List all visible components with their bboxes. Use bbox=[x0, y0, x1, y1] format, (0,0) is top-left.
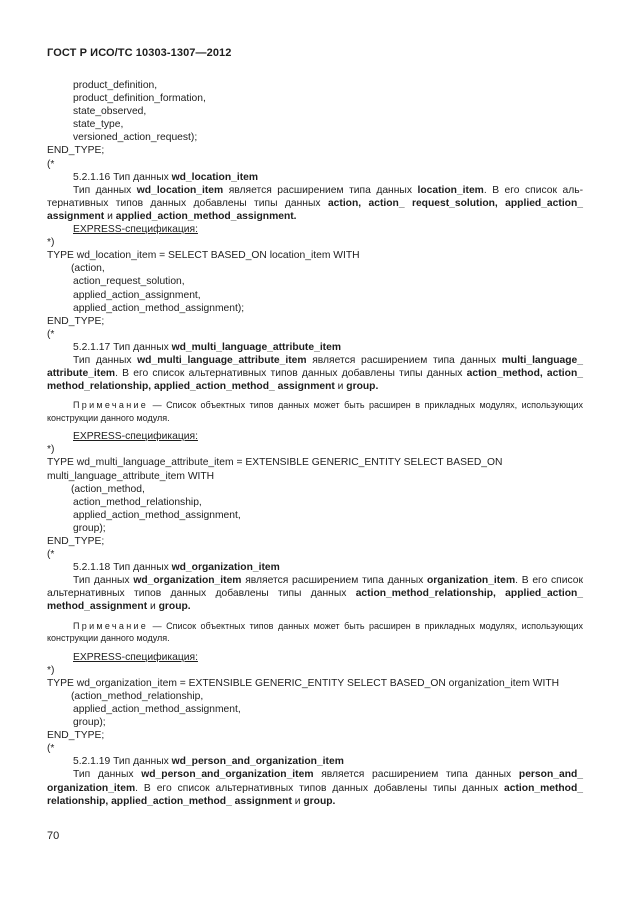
code-line: action_request_solution, bbox=[73, 276, 185, 288]
code-line: state_type, bbox=[73, 119, 124, 131]
section-paragraph: Тип данных wd_organization_item является расширением типа данных organization_item. В его список альтернативных типов данных добавлены типы данных action_method_relationship, applied_action_ method_assignment и group. bbox=[47, 575, 584, 613]
note-paragraph: Примечание — Список объектных типов данных может быть расширен в прикладных модулях, использующих конструкции данного модуля. bbox=[47, 620, 583, 644]
code-line: product_definition_formation, bbox=[73, 93, 206, 105]
comment-open: (* bbox=[47, 158, 55, 170]
section-heading: 5.2.1.17 Тип данных wd_multi_language_attribute_item bbox=[73, 341, 341, 353]
code-end-type: END_TYPE; bbox=[47, 536, 105, 547]
code-end-type: END_TYPE; bbox=[47, 730, 105, 742]
code-line: group); bbox=[73, 717, 106, 729]
code-line: TYPE wd_multi_language_attribute_item = EXTENSIBLE GENERIC_ENTITY SELECT BASED_ON bbox=[47, 457, 503, 469]
comment-close: *) bbox=[47, 237, 55, 249]
comment-close: *) bbox=[47, 664, 55, 676]
code-line: action_method_relationship, bbox=[73, 496, 202, 508]
document-header: ГОСТ Р ИСО/ТС 10303-1307—2012 bbox=[47, 47, 232, 59]
code-end-type: END_TYPE; bbox=[47, 145, 105, 157]
page-number: 70 bbox=[47, 830, 60, 842]
code-line: TYPE wd_location_item = SELECT BASED_ON location_item WITH bbox=[47, 250, 360, 262]
section-heading: 5.2.1.19 Тип данных wd_person_and_organization_item bbox=[73, 756, 344, 768]
code-line: group); bbox=[73, 522, 106, 534]
note-paragraph: Примечание — Список объектных типов данных может быть расширен в прикладных модулях, использующих конструкции данного модуля. bbox=[47, 400, 583, 423]
express-label: EXPRESS-спецификация: bbox=[73, 431, 198, 443]
section-heading: 5.2.1.16 Тип данных wd_location_item bbox=[73, 171, 259, 183]
code-line: multi_language_attribute_item WITH bbox=[47, 470, 215, 482]
code-line: product_definition, bbox=[73, 80, 158, 91]
code-line: applied_action_assignment, bbox=[73, 289, 201, 301]
code-line: versioned_action_request); bbox=[73, 132, 198, 144]
comment-open: (* bbox=[47, 549, 55, 561]
code-line: applied_action_method_assignment, bbox=[73, 703, 241, 715]
code-end-type: END_TYPE; bbox=[47, 315, 105, 327]
code-line: TYPE wd_organization_item = EXTENSIBLE GENERIC_ENTITY SELECT BASED_ON organization_item WITH bbox=[47, 677, 560, 689]
section-heading: 5.2.1.18 Тип данных wd_organization_item bbox=[73, 562, 280, 574]
code-line: (action_method, bbox=[71, 483, 145, 495]
express-label: EXPRESS-спецификация: bbox=[73, 224, 198, 236]
section-paragraph: Тип данных wd_person_and_organization_item является расширением типа данных person_and_ organization_item. В его список альтернативных типов данных добавлены типы данных action_method_ relationship, applied_action_method_ assignment и group. bbox=[47, 769, 583, 807]
page-content bbox=[47, 79, 583, 808]
code-line: state_observed, bbox=[73, 106, 147, 118]
code-line: (action, bbox=[71, 263, 105, 275]
section-paragraph: Тип данных wd_location_item является расширением типа данных location_item. В его список аль-тернативных типов данных добавлены типы данных action, action_ request_solution, applied_action_ assignment и applied_action_method_assignment. bbox=[47, 184, 583, 222]
code-line: applied_action_method_assignment, bbox=[73, 509, 241, 521]
section-paragraph: Тип данных wd_multi_language_attribute_item является расширением типа данных multi_language_ attribute_item. В его список альтернативных типов данных добавлены типы данных action_method, action_ method_relationship, applied_action_method_ assignment и group. bbox=[47, 354, 583, 393]
comment-close: *) bbox=[47, 444, 55, 456]
comment-open: (* bbox=[47, 328, 55, 340]
comment-open: (* bbox=[47, 743, 55, 755]
express-label: EXPRESS-спецификация: bbox=[73, 651, 198, 663]
code-line: applied_action_method_assignment); bbox=[73, 302, 245, 314]
code-line: (action_method_relationship, bbox=[71, 690, 204, 702]
